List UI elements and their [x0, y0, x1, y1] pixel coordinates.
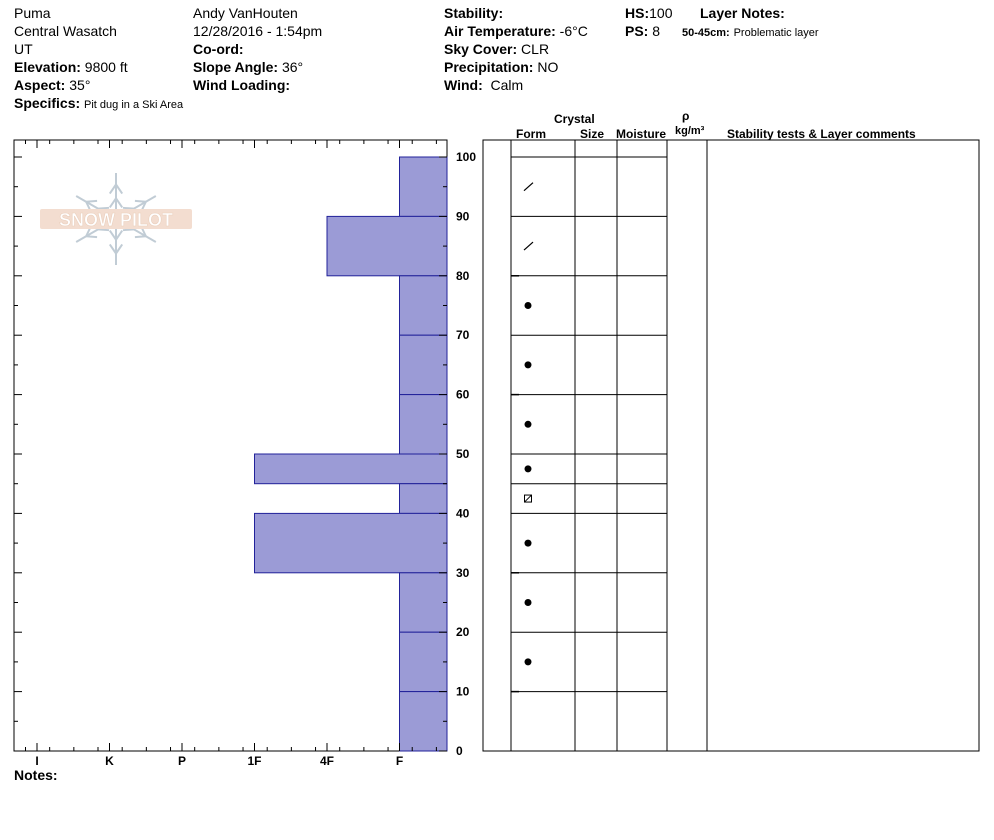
hardness-bar — [400, 692, 448, 751]
hs-value: 100 — [649, 5, 673, 21]
density-unit-header: kg/m³ — [675, 125, 705, 137]
state: UT — [14, 41, 33, 57]
rounded-grain-icon — [525, 540, 532, 547]
ps-value: 8 — [652, 23, 661, 39]
rounded-grain-icon — [525, 361, 532, 368]
specifics-value: Pit dug in a Ski Area — [84, 99, 184, 111]
snowflake-branch — [98, 208, 109, 209]
hardness-bar — [400, 632, 448, 691]
hardness-bar — [400, 276, 448, 335]
hardness-bar — [255, 513, 448, 572]
wind-value: Calm — [490, 77, 524, 93]
hs-label: HS: — [625, 5, 650, 21]
rounded-grain-icon — [525, 599, 532, 606]
precip-label: Precipitation: — [444, 59, 534, 75]
hardness-bar — [255, 454, 448, 484]
datetime: 12/28/2016 - 1:54pm — [193, 23, 323, 39]
form-header: Form — [516, 127, 546, 141]
crystal-forms — [524, 183, 533, 666]
aspect-label: Aspect: — [14, 77, 66, 93]
x-tick-label: F — [395, 754, 404, 768]
y-tick-label: 80 — [456, 268, 470, 283]
notes-label: Notes: — [14, 767, 58, 783]
air-temp-label: Air Temperature: — [444, 23, 556, 39]
coord-label: Co-ord: — [193, 41, 244, 57]
snowflake-branch — [135, 201, 146, 202]
x-tick-label: 4F — [319, 754, 335, 768]
table-frame — [483, 140, 979, 751]
rounded-grain-icon — [525, 421, 532, 428]
rounded-grain-icon — [525, 658, 532, 665]
wind-label: Wind: — [444, 77, 483, 93]
size-header: Size — [580, 127, 605, 141]
y-tick-label: 100 — [456, 150, 477, 164]
location: Puma — [14, 5, 51, 21]
y-tick-label: 10 — [456, 684, 470, 699]
hardness-bar — [400, 335, 448, 394]
y-tick-label: 60 — [456, 387, 470, 402]
wind-loading-label: Wind Loading: — [193, 77, 291, 93]
y-tick-label: 90 — [456, 209, 470, 224]
y-tick-label: 40 — [456, 506, 470, 521]
air-temp-value: -6°C — [559, 23, 588, 39]
layer-note-range: 50-45cm: — [682, 27, 730, 39]
hardness-bar — [327, 216, 447, 275]
hardness-bar — [400, 395, 448, 454]
layer-table — [483, 140, 979, 751]
snowflake-branch — [86, 201, 97, 202]
slope-value: 36° — [281, 59, 304, 75]
sky-value: CLR — [521, 41, 550, 57]
specifics-label: Specifics: — [14, 95, 81, 111]
elevation-label: Elevation: — [14, 59, 81, 75]
snowflake-branch — [135, 236, 146, 237]
aspect-value: 35° — [69, 77, 91, 93]
precip-value: NO — [537, 59, 559, 75]
y-tick-label: 50 — [456, 447, 470, 461]
elevation-value: 9800 ft — [84, 59, 128, 75]
x-tick-label: 1F — [247, 754, 262, 768]
rho-header: ρ — [682, 109, 690, 123]
x-tick-label: P — [177, 754, 187, 768]
y-tick-label: 0 — [456, 744, 463, 758]
snowflake-branch — [123, 208, 134, 209]
layer-note-text: Problematic layer — [733, 27, 819, 39]
observer: Andy VanHouten — [193, 5, 298, 21]
hardness-bar — [400, 157, 448, 216]
ps-label: PS: — [625, 23, 649, 39]
faceted-crystal-icon-diagonal — [525, 495, 532, 502]
moisture-header: Moisture — [616, 127, 667, 141]
x-tick-label: I — [35, 754, 39, 768]
sky-label: Sky Cover: — [444, 41, 518, 57]
stability-tests-header: Stability tests & Layer comments — [727, 127, 916, 141]
hardness-bar — [400, 484, 448, 514]
hardness-plot — [14, 140, 447, 751]
crystal-header: Crystal — [554, 112, 595, 126]
snow-pilot-logo — [40, 173, 192, 265]
hardness-bar — [400, 573, 448, 632]
precipitation-particle-icon — [524, 183, 533, 191]
slope-label: Slope Angle: — [193, 59, 279, 75]
rounded-grain-icon — [525, 302, 532, 309]
range: Central Wasatch — [14, 23, 117, 39]
snowflake-branch — [86, 236, 97, 237]
y-tick-label: 20 — [456, 625, 470, 640]
rounded-grain-icon — [525, 465, 532, 472]
logo-text: SNOW PILOT — [59, 210, 173, 230]
y-tick-label: 30 — [456, 565, 470, 580]
y-tick-label: 70 — [456, 328, 470, 343]
layer-notes-label: Layer Notes: — [700, 5, 785, 21]
stability-label: Stability: — [444, 5, 504, 21]
precipitation-particle-icon — [524, 242, 533, 250]
x-tick-label: K — [105, 754, 114, 768]
